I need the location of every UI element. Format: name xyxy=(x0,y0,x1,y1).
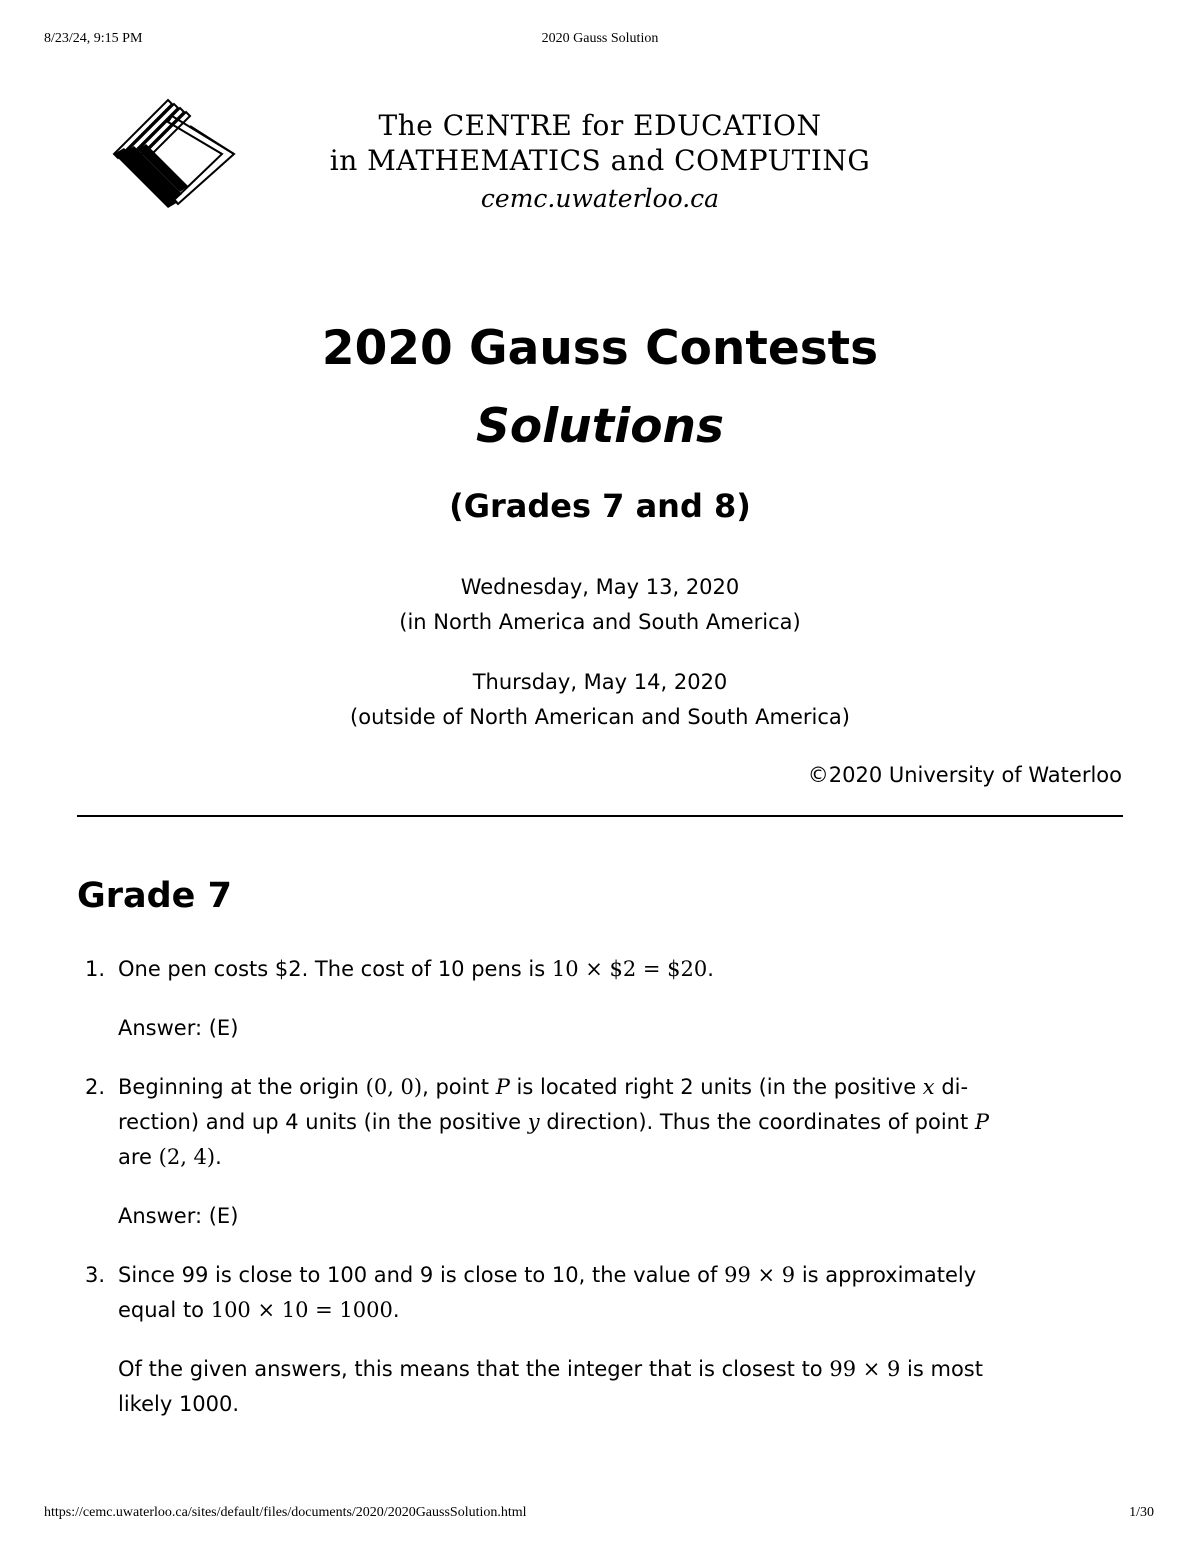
cemc-url: cemc.uwaterloo.ca xyxy=(480,184,720,213)
text-run: direction). Thus the coordinates of point xyxy=(539,1110,975,1134)
text-run: . xyxy=(392,1298,400,1322)
contest-region-2: (outside of North American and South America) xyxy=(350,705,850,729)
cemc-name-line1: The CENTRE for EDUCATION xyxy=(378,109,822,142)
date-block-2 xyxy=(0,665,1200,735)
print-datetime: 8/23/24, 9:15 PM xyxy=(44,31,143,46)
solution-item-1 xyxy=(85,952,1118,1046)
cemc-name-line2: in MATHEMATICS and COMPUTING xyxy=(329,144,871,177)
page-title: 2020 Gauss Contests xyxy=(321,321,879,376)
text-run: One pen costs $2. The cost of 10 pens is xyxy=(118,957,552,981)
solution-text-line xyxy=(118,1258,1118,1293)
solution-text-line xyxy=(118,1070,1118,1105)
text-run: . xyxy=(215,1145,222,1169)
item-number: 3. xyxy=(85,1263,106,1287)
contest-date-2: Thursday, May 14, 2020 xyxy=(472,670,728,694)
math-expression: 99 × 9 xyxy=(724,1263,796,1287)
print-url: https://cemc.uwaterloo.ca/sites/default/files/documents/2020/2020GaussSolution.html xyxy=(44,1505,527,1520)
math-expression: 10 × $2 = $20 xyxy=(551,957,708,981)
math-expression: 99 × 9 xyxy=(829,1357,901,1381)
contest-region-1: (in North America and South America) xyxy=(399,610,801,634)
answer-line: Answer: (E) xyxy=(118,1016,239,1040)
page-subtitle: Solutions xyxy=(475,399,724,454)
solution-text-line xyxy=(118,1352,1118,1387)
text-run: di- xyxy=(934,1075,969,1099)
item-number: 2. xyxy=(85,1075,106,1099)
solution-text-line xyxy=(118,1140,1118,1175)
print-header xyxy=(0,31,1200,51)
section-heading: Grade 7 xyxy=(77,876,232,916)
contest-date-1: Wednesday, May 13, 2020 xyxy=(460,575,740,599)
text-run: rection) and up 4 units (in the positive xyxy=(118,1110,528,1134)
math-expression: (2, 4) xyxy=(158,1145,216,1169)
math-variable: P xyxy=(495,1075,510,1099)
solution-text-line: likely 1000. xyxy=(118,1392,240,1416)
date-block-1 xyxy=(0,570,1200,640)
cemc-logo-icon xyxy=(112,98,238,210)
solution-text xyxy=(118,952,1118,987)
solution-item-3 xyxy=(85,1258,1118,1422)
text-run: is most xyxy=(900,1357,983,1381)
divider xyxy=(77,815,1123,817)
cemc-name xyxy=(240,108,960,178)
text-run: is approximately xyxy=(795,1263,977,1287)
text-run: Beginning at the origin xyxy=(118,1075,366,1099)
math-variable: x xyxy=(922,1075,935,1099)
solution-text-line xyxy=(118,1105,1118,1140)
answer-line: Answer: (E) xyxy=(118,1204,239,1228)
item-number: 1. xyxy=(85,957,106,981)
text-run: equal to xyxy=(118,1298,211,1322)
print-footer xyxy=(0,1505,1200,1525)
solution-text-line xyxy=(118,1293,1118,1328)
math-variable: P xyxy=(974,1110,990,1134)
text-run: Of the given answers, this means that the integer that is closest to xyxy=(118,1357,830,1381)
copyright-notice: ©2020 University of Waterloo xyxy=(807,763,1122,787)
grades-label: (Grades 7 and 8) xyxy=(449,487,751,525)
print-doc-title: 2020 Gauss Solution xyxy=(541,31,659,46)
text-run: are xyxy=(118,1145,159,1169)
math-variable: y xyxy=(527,1110,540,1134)
print-page-number: 1/30 xyxy=(1129,1505,1154,1520)
math-expression: (0, 0) xyxy=(365,1075,423,1099)
math-expression: 100 × 10 = 1000 xyxy=(210,1298,393,1322)
text-run: , point xyxy=(422,1075,496,1099)
text-run: Since 99 is close to 100 and 9 is close to 10, the value of xyxy=(118,1263,725,1287)
text-run: is located right 2 units (in the positive xyxy=(509,1075,923,1099)
text-run: . xyxy=(707,957,714,981)
solution-item-2 xyxy=(85,1070,1118,1234)
